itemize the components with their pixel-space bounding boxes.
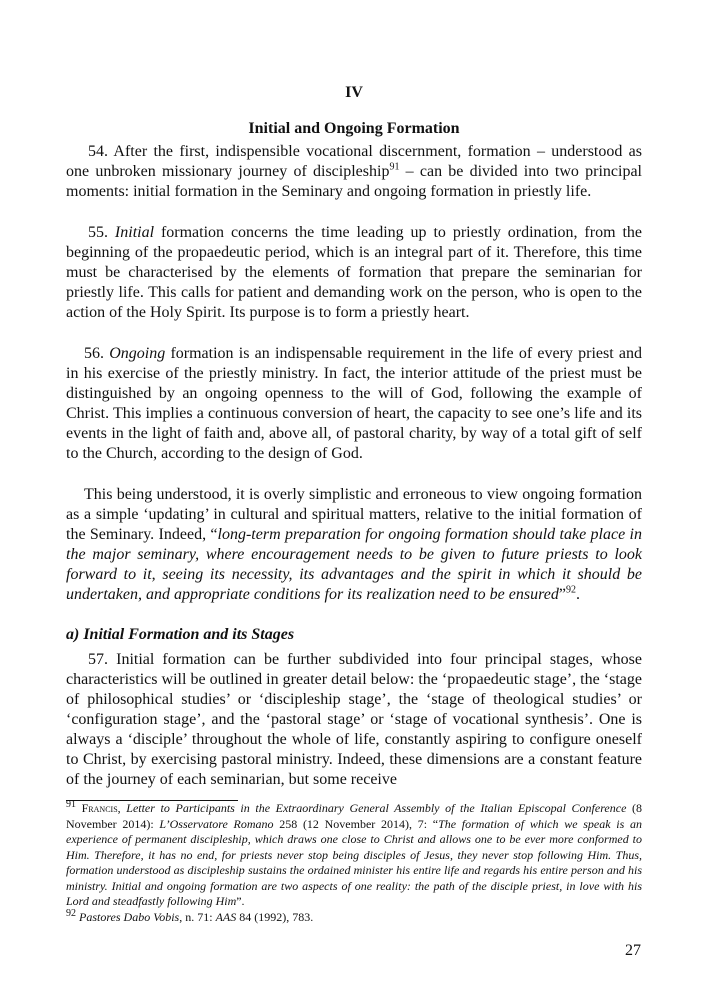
paragraph-56 <box>66 344 642 464</box>
p54-text-a: 54. After the first, indispensible vocational discernment, formation – understood as one unbroken missionary journey of discipleship <box>66 143 642 180</box>
footnote-91-date: (8 November 2014): <box>66 801 643 831</box>
footnote-ref-92[interactable]: 92 <box>565 584 576 596</box>
footnote-91-end: ”. <box>236 894 245 908</box>
p55-text: formation concerns the time leading up to priestly ordination, from the beginning of the propaedeutic period, which is an integral part of it. Therefore, this time must be characterised by the elements of formation that prepare the seminarian for priestly life. This calls for patient and demanding work on the person, who is open to the action of the Holy Spirit. Its purpose is to form a priestly heart. <box>66 224 642 321</box>
footnote-91-number: 91 <box>66 799 76 810</box>
p56-text: formation is an indispensable requirement in the life of every priest and in his exercise of the priestly ministry. In fact, the interior attitude of the priest must be distinguished by an ongoing openness to the will of God, following the example of Christ. This implies a continuous conversion of heart, the capacity to see one’s life and its events in the light of faith and, above all, of pastoral charity, by way of a total gift of self to the Church, according to the design of God. <box>66 345 643 462</box>
p56-emphasis: Ongoing <box>109 345 166 362</box>
p55-emphasis: Initial <box>114 224 155 241</box>
page-number: 27 <box>625 942 641 959</box>
footnote-92 <box>66 907 642 926</box>
footnote-91-journal: L’Osservatore Romano <box>159 816 274 831</box>
chapter-number: IV <box>345 84 363 101</box>
p56b-text-a: This being understood, it is overly simplistic and erroneous to view ongoing formation as a simple ‘updating’ in cultural and spiritual matters, relative to the initial formation of the Seminary. Indeed, “ <box>66 486 642 543</box>
subsection-heading: a) Initial Formation and its Stages <box>66 626 295 643</box>
document-page <box>66 84 642 925</box>
footnote-92-end: 84 (1992), 783. <box>236 909 314 924</box>
footnote-91-work: Letter to Participants in the Extraordinary General Assembly of the Italian Episcopal Conference <box>126 801 627 815</box>
p55-number: 55. <box>88 224 115 241</box>
p56-number: 56. <box>84 345 110 362</box>
footnote-91-issue: 258 (12 November 2014), 7: “ <box>273 816 439 831</box>
p54-text-b: – can be divided into two principal moments: initial formation in the Seminary and ongoing formation in priestly life. <box>66 163 642 200</box>
footnote-92-work: Pastores Dabo Vobis <box>79 909 180 924</box>
paragraph-57: 57. Initial formation can be further subdivided into four principal stages, whose characteristics will be outlined in greater detail below: the ‘propaedeutic stage’, the ‘stage of philosophical studies’ or ‘discipleship stage’, the ‘stage of theological studies’ or ‘configuration stage’, and the ‘pastoral stage’ or ‘stage of vocational synthesis’. One is always a ‘disciple’ throughout the whole of life, constantly aspiring to configure oneself to Christ, by exercising pastoral ministry. Indeed, these dimensions are a constant feature of the journey of each seminarian, but some receive <box>66 651 642 788</box>
footnote-ref-91[interactable]: 91 <box>389 161 400 173</box>
footnote-91-author: Francis <box>81 801 118 815</box>
paragraph-54 <box>66 142 642 202</box>
footnote-92-mid: , n. 71: <box>179 909 216 924</box>
footnote-92-number: 92 <box>66 907 76 919</box>
p56b-quote: long-term preparation for ongoing formation should take place in the major seminary, where encouragement needs to be given to future priests to look forward to it, seeing its necessity, its advantages and the spirit in which it should be undertaken, and appropriate conditions for its realization need to be ensured <box>66 526 642 603</box>
paragraph-56-continued <box>66 485 642 605</box>
footnote-92-journal: AAS <box>215 909 237 924</box>
footnote-91: $^{91}$ Francis, Letter to Participants in the Extraordinary General Assembly of the Italian Episcopal Conference (8 November 2014): L’Osservatore Romano 258 (12 November 2014), 7: “The formation of which we speak is an experience of permanent discipleship, which draws one close to Christ and allows one to be ever more conformed to Him. Therefore, it has no end, for priests never stop being disciples of Jesus, they never stop following Him. Thus, formation understood as discipleship sustains the ordained minister his entire life and regards his entire person and his ministry. Initial and ongoing formation are two aspects of one reality: the path of the disciple priest, in love with his Lord and steadfastly following Him”. <box>66 799 643 908</box>
paragraph-55 <box>66 223 642 323</box>
section-title: Initial and Ongoing Formation <box>248 120 460 137</box>
footnote-91-quote: The formation of which we speak is an experience of permanent discipleship, which draws one close to Christ and allows one to be ever more conformed to Him. Therefore, it has no end, for priests never stop being disciples of Jesus, they never stop following Him. Thus, formation understood as discipleship sustains the ordained minister his entire life and regards his entire person and his ministry. Initial and ongoing formation are two aspects of one reality: the path of the disciple priest, in love with his Lord and steadfastly following Him <box>66 816 642 908</box>
p56b-close-quote: ” <box>558 586 566 603</box>
p56b-period: . <box>575 586 580 603</box>
